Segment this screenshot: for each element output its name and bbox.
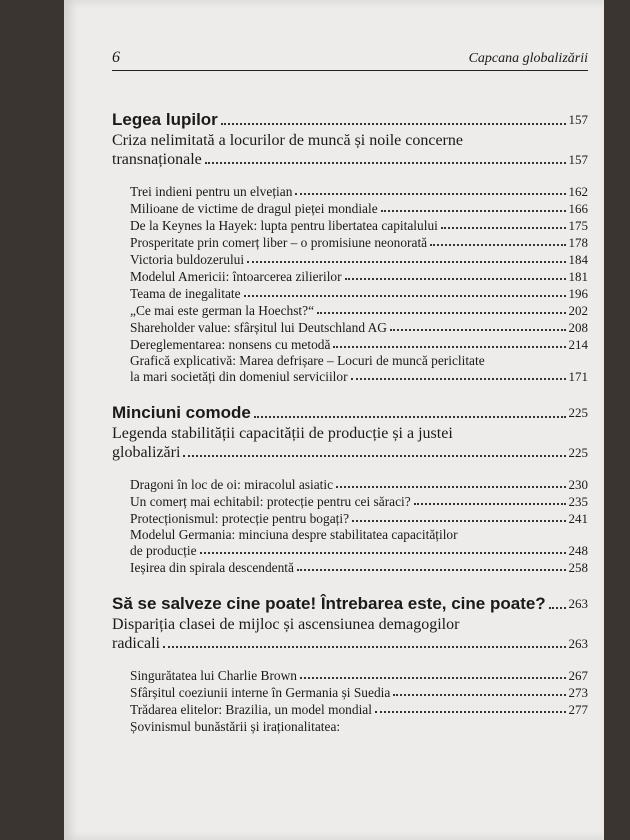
page-ref: 175 <box>568 218 588 233</box>
leader-dots <box>375 711 566 713</box>
page-ref: 202 <box>568 303 588 318</box>
leader-dots <box>295 193 565 195</box>
section-title: Să se salveze cine poate! Întrebarea este, cine poate? <box>112 594 546 613</box>
table-of-contents <box>112 110 588 753</box>
entry-list <box>112 183 588 385</box>
entry-text: Victoria buldozerului <box>130 252 245 267</box>
toc-section <box>112 110 588 385</box>
page-ref: 184 <box>568 252 588 267</box>
page-ref: 235 <box>568 494 588 509</box>
leader-dots <box>390 329 566 331</box>
page-number: 6 <box>112 49 120 66</box>
leader-dots <box>205 162 566 164</box>
toc-entry <box>130 319 588 336</box>
toc-entry <box>130 234 588 251</box>
subtitle-line: Criza nelimitată a locurilor de muncă și noile concerne <box>112 132 463 149</box>
toc-entry <box>130 718 588 735</box>
page-ref: 208 <box>568 320 588 335</box>
entry-text: De la Keynes la Hayek: lupta pentru libertatea capitalului <box>130 218 438 233</box>
entry-text: Prosperitate prin comerț liber – o promisiune neonorată <box>130 235 428 250</box>
page-ref: 178 <box>568 235 588 250</box>
page-ref: 273 <box>568 685 588 700</box>
page-ref: 166 <box>568 201 588 216</box>
page-ref: 225 <box>568 445 588 460</box>
section-title-row <box>112 594 588 614</box>
toc-entry <box>130 493 588 510</box>
toc-entry <box>130 684 588 701</box>
entry-text: Protecționismul: protecție pentru bogați? <box>130 511 350 526</box>
leader-dots <box>345 278 566 280</box>
section-subtitle <box>112 424 588 462</box>
page-ref: 258 <box>568 560 588 575</box>
section-subtitle <box>112 131 588 169</box>
entry-text: Șovinismul bunăstării și iraționalitatea: <box>130 719 341 734</box>
page-ref: 157 <box>568 152 588 167</box>
entry-text: de producție <box>130 543 197 558</box>
toc-entry <box>130 183 588 200</box>
leader-dots <box>414 503 566 505</box>
leader-dots <box>317 312 565 314</box>
subtitle-line <box>112 634 588 653</box>
subtitle-line <box>112 150 588 169</box>
entry-text: Milioane de victime de dragul pieței mondiale <box>130 201 378 216</box>
subtitle-line: Dispariția clasei de mijloc și ascensiunea demagogilor <box>112 616 460 633</box>
entry-text: Singurătatea lui Charlie Brown <box>130 668 297 683</box>
page-header <box>112 48 588 71</box>
leader-dots <box>333 346 565 348</box>
leader-dots <box>221 123 566 125</box>
entry-text: Dereglementarea: nonsens cu metodă <box>130 337 331 352</box>
entry-text: Trei indieni pentru un elvețian <box>130 184 293 199</box>
leader-dots <box>300 677 566 679</box>
entry-line <box>130 369 588 385</box>
entry-text: Grafică explicativă: Marea defrișare – Locuri de muncă periclitate <box>130 353 485 368</box>
entry-text: Modelul Americii: întoarcerea zilierilor <box>130 269 342 284</box>
page-ref: 225 <box>568 405 588 420</box>
page-ref: 230 <box>568 477 588 492</box>
entry-list <box>112 667 588 735</box>
leader-dots <box>441 227 566 229</box>
toc-section <box>112 403 588 576</box>
section-subtitle <box>112 615 588 653</box>
entry-text: Shareholder value: sfârșitul lui Deutschland AG <box>130 320 387 335</box>
leader-dots <box>336 486 565 488</box>
leader-dots <box>254 416 566 418</box>
page-ref: 277 <box>568 702 588 717</box>
leader-dots <box>200 552 566 554</box>
toc-entry <box>130 302 588 319</box>
leader-dots <box>430 244 565 246</box>
entry-line <box>130 543 588 559</box>
toc-entry <box>130 285 588 302</box>
page-ref: 263 <box>568 596 588 611</box>
subtitle-text: transnaționale <box>112 151 202 168</box>
subtitle-text: globalizări <box>112 444 181 461</box>
section-title-row <box>112 403 588 423</box>
leader-dots <box>244 295 566 297</box>
page-ref: 248 <box>568 543 588 558</box>
entry-text: Dragoni în loc de oi: miracolul asiatic <box>130 477 334 492</box>
toc-entry <box>130 701 588 718</box>
page-ref: 241 <box>568 511 588 526</box>
page-ref: 196 <box>568 286 588 301</box>
entry-text: Sfârșitul coeziunii interne în Germania și Suedia <box>130 685 391 700</box>
leader-dots <box>163 646 566 648</box>
book-page <box>64 0 604 840</box>
leader-dots <box>381 210 566 212</box>
entry-list <box>112 476 588 576</box>
leader-dots <box>297 569 566 571</box>
entry-text: „Ce mai este german la Hoechst?“ <box>130 303 315 318</box>
leader-dots <box>549 607 566 609</box>
page-ref: 267 <box>568 668 588 683</box>
running-title: Capcana globalizării <box>468 51 588 66</box>
page-ref: 263 <box>568 636 588 651</box>
toc-section <box>112 594 588 735</box>
entry-text: Modelul Germania: minciuna despre stabilitatea capacităților <box>130 527 458 542</box>
leader-dots <box>183 455 565 457</box>
entry-text: la mari societăți din domeniul serviciilor <box>130 369 348 384</box>
section-title: Legea lupilor <box>112 110 218 129</box>
page-ref: 171 <box>568 369 588 384</box>
toc-entry <box>130 667 588 684</box>
toc-entry <box>130 559 588 576</box>
subtitle-line <box>112 443 588 462</box>
leader-dots <box>393 694 565 696</box>
toc-entry <box>130 527 588 559</box>
entry-text: Teama de inegalitate <box>130 286 241 301</box>
page-ref: 157 <box>568 112 588 127</box>
toc-entry <box>130 353 588 385</box>
toc-entry <box>130 200 588 217</box>
toc-entry <box>130 476 588 493</box>
entry-text: Ieșirea din spirala descendentă <box>130 560 294 575</box>
toc-entry <box>130 510 588 527</box>
leader-dots <box>352 520 565 522</box>
toc-entry <box>130 251 588 268</box>
toc-entry <box>130 336 588 353</box>
leader-dots <box>351 378 566 380</box>
page-ref: 162 <box>568 184 588 199</box>
section-title-row <box>112 110 588 130</box>
entry-text: Un comerț mai echitabil: protecție pentru cei săraci? <box>130 494 411 509</box>
subtitle-text: radicali <box>112 635 160 652</box>
toc-entry <box>130 268 588 285</box>
leader-dots <box>247 261 565 263</box>
page-ref: 181 <box>568 269 588 284</box>
subtitle-line: Legenda stabilității capacității de producție și a justei <box>112 425 453 442</box>
entry-text: Trădarea elitelor: Brazilia, un model mondial <box>130 702 372 717</box>
section-title: Minciuni comode <box>112 403 251 422</box>
page-ref: 214 <box>568 337 588 352</box>
toc-entry <box>130 217 588 234</box>
